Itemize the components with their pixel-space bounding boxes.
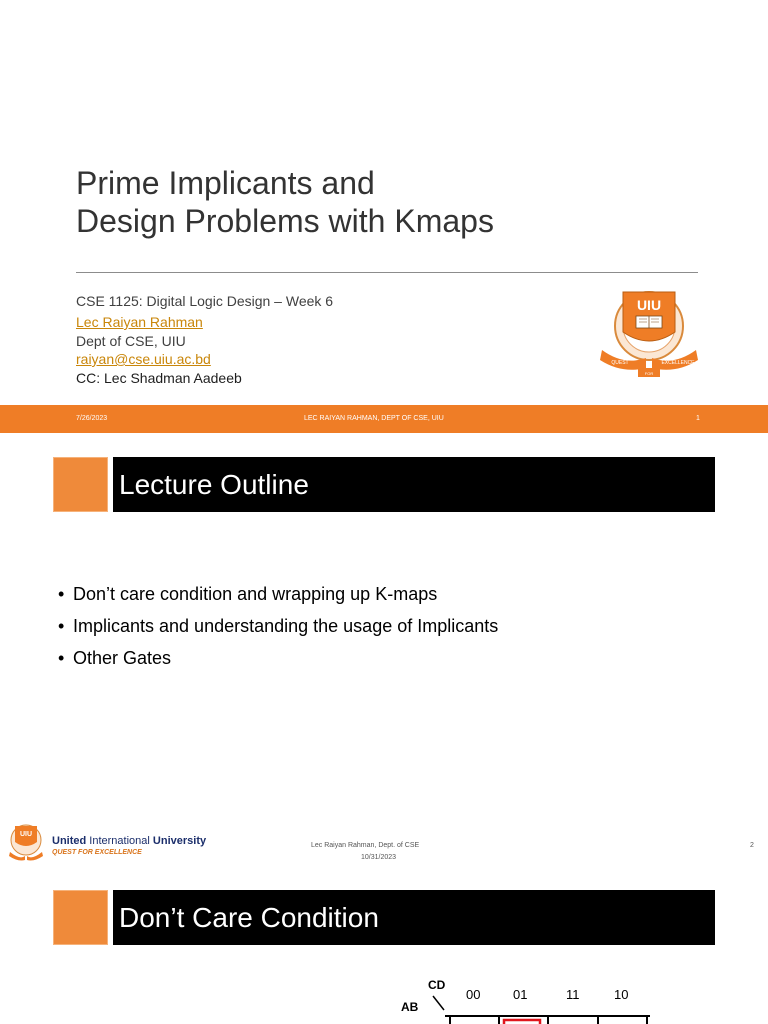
list-item: • Implicants and understanding the usage of Implicants	[58, 616, 499, 636]
outline-list	[58, 582, 498, 678]
university-name: United International University	[52, 835, 207, 847]
svg-text:FOR: FOR	[644, 371, 654, 376]
title-line-1: Prime Implicants and	[76, 165, 375, 201]
section-header: Lecture Outline	[113, 457, 715, 512]
svg-text:EXCELLENCE: EXCELLENCE	[661, 360, 695, 366]
list-item: • Other Gates	[58, 648, 172, 668]
section-header-2: Don’t Care Condition	[113, 890, 715, 945]
svg-text:UIU: UIU	[19, 831, 33, 838]
kmap-diagonal	[430, 994, 450, 1014]
slide-title	[76, 164, 494, 240]
university-tagline: QUEST FOR EXCELLENCE	[52, 849, 142, 856]
department-line: Dept of CSE, UIU	[76, 333, 186, 349]
footer-date: 7/26/2023	[76, 415, 108, 422]
title-line-2: Design Problems with Kmaps	[76, 203, 494, 239]
uiu-small-logo	[8, 822, 44, 862]
kmap-col-var: CD	[428, 978, 446, 992]
kmap-col-header: 00	[466, 987, 481, 1002]
footer-page-number-2: 2	[750, 842, 754, 849]
footer-page-number: 1	[696, 415, 700, 422]
footer-author: LEC RAIYAN RAHMAN, DEPT OF CSE, UIU	[304, 415, 444, 422]
email-link[interactable]: raiyan@cse.uiu.ac.bd	[76, 351, 211, 367]
uiu-seal-logo	[596, 284, 702, 380]
footer-author-2: Lec Raiyan Rahman, Dept. of CSE	[311, 842, 420, 849]
svg-text:QUEST: QUEST	[611, 360, 629, 366]
footer-bar	[0, 405, 768, 433]
footer-date-2: 10/31/2023	[361, 854, 397, 861]
kmap-col-header: 01	[513, 987, 528, 1002]
course-line: CSE 1125: Digital Logic Design – Week 6	[76, 293, 334, 309]
header-accent-square	[53, 890, 108, 945]
cc-line: CC: Lec Shadman Aadeeb	[76, 370, 242, 386]
list-item: • Don’t care condition and wrapping up K-maps	[58, 584, 438, 604]
kmap-col-header: 11	[566, 987, 580, 1002]
kmap-grid	[445, 1012, 655, 1024]
title-divider	[76, 272, 698, 273]
header-accent-square	[53, 457, 108, 512]
lecturer-link[interactable]: Lec Raiyan Rahman	[76, 314, 203, 330]
kmap-col-header: 10	[614, 987, 629, 1002]
kmap-row-var: AB	[401, 1000, 419, 1014]
svg-text:UIU: UIU	[636, 297, 662, 313]
